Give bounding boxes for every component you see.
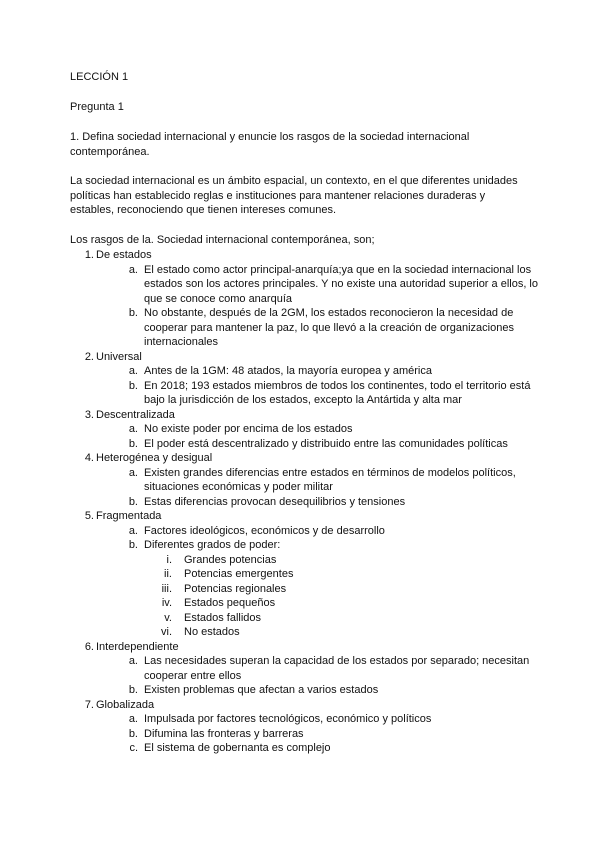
trait-item <box>70 640 540 698</box>
trait-title: Universal <box>96 350 142 363</box>
trait-sublist <box>96 263 540 350</box>
list-item-text: El poder está descentralizado y distribuido entre las comunidades políticas <box>144 437 508 450</box>
list-marker: ii. <box>164 568 172 580</box>
trait-sublist <box>96 524 540 640</box>
trait-sublist <box>96 466 540 510</box>
list-item <box>96 741 540 756</box>
list-item <box>144 625 540 640</box>
definition-paragraph: La sociedad internacional es un ámbito espacial, un contexto, en el que diferentes unidades políticas han establecido reglas e instituciones para mantener relaciones duraderas y estables, reconociendo que tienen intereses comunes. <box>70 175 518 216</box>
list-marker: i. <box>166 553 172 566</box>
list-marker: b. <box>128 307 138 319</box>
list-item-text: Existen grandes diferencias entre estados en términos de modelos políticos, situaciones económicas y poder militar <box>144 466 516 493</box>
list-item <box>96 466 540 495</box>
list-item <box>96 306 540 350</box>
trait-title: Heterogénea y desigual <box>96 452 213 464</box>
list-item <box>96 437 540 452</box>
list-marker: iii. <box>161 582 172 595</box>
list-item-text: Difumina las fronteras y barreras <box>144 727 304 740</box>
list-marker: b. <box>128 727 138 740</box>
list-marker: a. <box>128 524 138 537</box>
list-marker: b. <box>128 379 138 392</box>
trait-sublist <box>96 712 540 756</box>
trait-item <box>70 451 540 509</box>
list-item-text: Grandes potencias <box>184 553 277 566</box>
trait-title: De estados <box>96 249 152 261</box>
trait-number: 4. <box>84 452 94 464</box>
list-marker: v. <box>164 611 172 624</box>
trait-title: Fragmentada <box>96 510 162 522</box>
list-marker: iv. <box>161 597 172 609</box>
list-item <box>144 582 540 597</box>
trait-sublist <box>96 364 540 408</box>
list-item <box>96 422 540 437</box>
question-prompt: 1. Defina sociedad internacional y enuncie los rasgos de la sociedad internacional contemporánea. <box>70 131 470 158</box>
trait-item <box>70 509 540 640</box>
question-label: Pregunta 1 <box>70 101 124 113</box>
list-item <box>96 495 540 510</box>
list-marker: a. <box>128 655 138 667</box>
list-item <box>96 683 540 698</box>
list-item-text: Factores ideológicos, económicos y de desarrollo <box>144 524 385 537</box>
trait-sublist <box>96 654 540 698</box>
trait-title: Globalizada <box>96 698 155 711</box>
list-marker: c. <box>129 742 138 754</box>
trait-item <box>70 248 540 350</box>
list-marker: vi. <box>161 626 172 638</box>
trait-number: 2. <box>84 350 94 363</box>
trait-item <box>70 408 540 452</box>
list-item <box>96 538 540 640</box>
list-item-text: Las necesidades superan la capacidad de los estados por separado; necesitan cooperar entre ellos <box>144 655 530 682</box>
list-item <box>96 364 540 379</box>
list-item-text: No estados <box>184 626 240 638</box>
trait-sublist <box>96 422 540 451</box>
list-item <box>96 727 540 742</box>
list-marker: b. <box>128 539 138 551</box>
list-item <box>96 379 540 408</box>
list-marker: a. <box>128 466 138 479</box>
list-item <box>144 611 540 626</box>
lesson-title: LECCIÓN 1 <box>70 71 129 83</box>
trait-number: 1. <box>84 249 94 261</box>
list-item-text: No existe poder por encima de los estados <box>144 423 353 435</box>
list-item-text: Antes de la 1GM: 48 atados, la mayoría europea y américa <box>144 365 432 377</box>
list-marker: a. <box>128 365 138 377</box>
trait-item <box>70 350 540 408</box>
trait-number: 3. <box>84 408 94 421</box>
list-item <box>96 263 540 307</box>
list-item-text: No obstante, después de la 2GM, los estados reconocieron la necesidad de cooperar para mantener la paz, lo que llevó a la creación de organizaciones internacionales <box>144 307 514 348</box>
list-item <box>144 596 540 611</box>
list-item <box>96 524 540 539</box>
trait-number: 5. <box>84 510 94 522</box>
list-item <box>96 712 540 727</box>
list-item-text: Estados pequeños <box>184 597 276 609</box>
list-item <box>144 567 540 582</box>
list-marker: a. <box>128 263 138 276</box>
trait-title: Descentralizada <box>96 408 175 421</box>
list-item-text: Diferentes grados de poder: <box>144 539 281 551</box>
list-item <box>96 654 540 683</box>
list-item-text: Estas diferencias provocan desequilibrios y tensiones <box>144 495 406 508</box>
trait-number: 6. <box>84 640 94 653</box>
traits-intro: Los rasgos de la. Sociedad internacional contemporánea, son; <box>70 234 375 246</box>
list-item-text: Potencias emergentes <box>184 568 294 580</box>
traits-list <box>70 248 540 756</box>
trait-item <box>70 698 540 756</box>
list-item-text: Potencias regionales <box>184 582 287 595</box>
trait-number: 7. <box>84 698 94 711</box>
list-marker: b. <box>128 437 138 450</box>
trait-title: Interdependiente <box>96 640 179 653</box>
list-item-text: En 2018; 193 estados miembros de todos los continentes, todo el territorio está bajo la jurisdicción de los estados, excepto la Antártida y alta mar <box>144 379 531 406</box>
list-item-text: Existen problemas que afectan a varios estados <box>144 684 379 696</box>
list-item-text: El sistema de gobernanta es complejo <box>144 742 331 754</box>
list-item-text: El estado como actor principal-anarquía;ya que en la sociedad internacional los estados son los actores principales. Y no existe una autoridad superior a ellos, lo que se conoce como anarquía <box>144 263 538 305</box>
power-levels-list <box>144 553 540 640</box>
list-item-text: Estados fallidos <box>184 611 262 624</box>
list-item <box>144 553 540 568</box>
list-marker: b. <box>128 684 138 696</box>
list-item-text: Impulsada por factores tecnológicos, económico y políticos <box>144 713 432 725</box>
list-marker: a. <box>128 423 138 435</box>
list-marker: b. <box>128 495 138 508</box>
list-marker: a. <box>128 713 138 725</box>
